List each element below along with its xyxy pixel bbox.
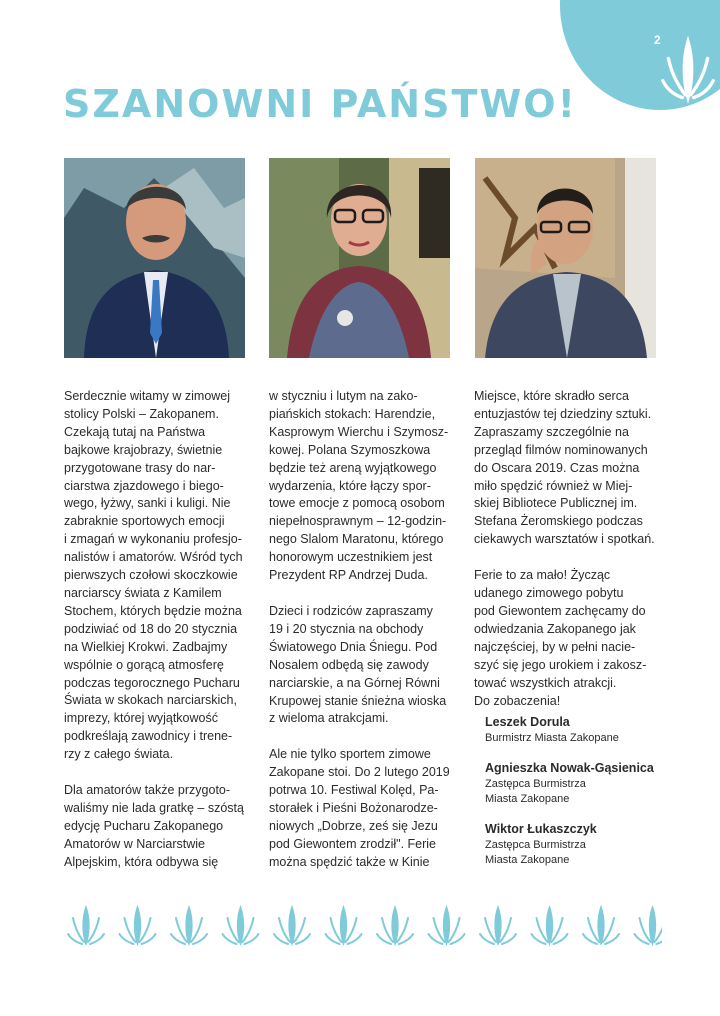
text-line: Amatorów w Narciarstwie	[64, 836, 206, 851]
text-column-2	[269, 388, 455, 890]
text-line: Do zobaczenia!	[474, 693, 561, 708]
text-line: piańskich stokach: Harendzie,	[269, 406, 436, 421]
text-line: Ferie to za mało! Życząc	[474, 568, 611, 583]
text-line: rzy z całego świata.	[64, 747, 174, 762]
flower-ornament-row	[62, 905, 662, 947]
text-line: zabraknie sportowych emocji	[64, 514, 225, 529]
signature-name: Leszek Dorula	[485, 715, 570, 729]
text-line: entuzjastów tej dziedziny sztuki.	[474, 406, 652, 421]
signature-block	[485, 760, 685, 807]
text-line: storałek i Pieśni Bożonarodze-	[269, 801, 438, 816]
text-line: Dla amatorów także przygoto-	[64, 783, 231, 798]
text-line: potrwa 10. Festiwal Kolęd, Pa-	[269, 783, 439, 798]
text-line: Czekają tutaj na Państwa	[64, 424, 206, 439]
signature-block	[485, 714, 685, 746]
text-line: Krupowej stanie śnieżna wioska	[269, 693, 447, 708]
text-line: skiej Bibliotece Publicznej im.	[474, 496, 638, 511]
text-line: niowych „Dobrze, ześ się Jezu	[269, 818, 438, 833]
text-line: pod Giewontem zachęcamy do	[474, 603, 646, 618]
text-line: pod Giewontem zrodził". Ferie	[269, 836, 437, 851]
text-line: z wieloma atrakcjami.	[269, 711, 389, 726]
text-line: Stefana Żeromskiego podczas	[474, 514, 643, 529]
text-line: przygotowane trasy do nar-	[64, 460, 216, 475]
text-line: imprezy, której wyjątkowość	[64, 711, 218, 726]
text-line: odwiedzania Zakopanego jak	[474, 621, 636, 636]
paragraph	[269, 746, 455, 871]
text-line: pierwszych czołowi skoczkowie	[64, 568, 238, 583]
paragraph	[474, 567, 660, 710]
text-line: stolicy Polski – Zakopanem.	[64, 406, 219, 421]
text-line: Nosalem odbędą się zawody	[269, 657, 429, 672]
text-line: szyć się jego urokiem i zakosz-	[474, 657, 647, 672]
text-column-3	[474, 388, 660, 728]
text-line: narciarscy świata z Kamilem	[64, 585, 222, 600]
signature-name: Agnieszka Nowak-Gąsienica	[485, 761, 654, 775]
text-line: Serdecznie witamy w zimowej	[64, 389, 231, 403]
flower-ornament-icon	[171, 908, 207, 944]
signature-name: Wiktor Łukaszczyk	[485, 822, 597, 836]
text-line: Zapraszamy szczególnie na	[474, 424, 629, 439]
text-line: ciarstwa zjazdowego i biego-	[64, 478, 224, 493]
text-line: podczas tegorocznego Pucharu	[64, 675, 240, 690]
flower-ornament-icon	[120, 908, 156, 944]
flower-ornament-icon	[274, 908, 310, 944]
flower-ornament-icon	[223, 908, 259, 944]
flower-ornament-icon	[326, 908, 362, 944]
signature-role: Miasta Zakopane	[485, 854, 570, 866]
text-line: towe emocje z pomocą osobom	[269, 496, 445, 511]
text-line: 19 i 20 stycznia na obchody	[269, 621, 424, 636]
text-line: na Wielkiej Krokwi. Zadbajmy	[64, 639, 228, 654]
flower-ornament-icon	[532, 908, 568, 944]
paragraph	[474, 388, 660, 549]
text-line: edycję Pucharu Zakopanego	[64, 818, 224, 833]
signature-role: Burmistrz Miasta Zakopane	[485, 732, 619, 744]
text-line: wego, łyżwy, sanki i kuligi. Nie	[64, 496, 231, 511]
flower-ornament-icon	[480, 908, 516, 944]
paragraph	[269, 388, 455, 585]
text-line: miło spędzić również w Miej-	[474, 478, 633, 493]
paragraph	[64, 388, 250, 764]
text-line: Miejsce, które skradło serca	[474, 389, 629, 403]
text-line: Świata w skokach narciarskich,	[64, 693, 237, 708]
text-column-1	[64, 388, 250, 890]
text-line: Ale nie tylko sportem zimowe	[269, 747, 431, 762]
text-line: można spędzić także w Kinie	[269, 854, 430, 869]
text-line: i zmagań w wykonaniu profesjo-	[64, 532, 242, 547]
text-line: Dzieci i rodziców zapraszamy	[269, 603, 433, 618]
text-line: ciekawych warsztatów i spotkań.	[474, 532, 655, 547]
wiktor-lukaszczyk-photo	[475, 158, 656, 358]
text-line: honorowym uczestnikiem jest	[269, 550, 433, 565]
signature-role: Zastępca Burmistrza	[485, 839, 586, 851]
text-line: tować wszystkich atrakcji.	[474, 675, 617, 690]
flower-ornament-icon	[68, 908, 104, 944]
leszek-dorula-photo	[64, 158, 245, 358]
text-line: nalistów i amatorów. Wśród tych	[64, 550, 243, 565]
text-line: wydarzenia, które łączy spor-	[269, 478, 431, 493]
signature-role: Miasta Zakopane	[485, 793, 570, 805]
text-line: do Oscara 2019. Czas można	[474, 460, 640, 475]
text-line: Kasprowym Wierchu i Szymosz-	[269, 424, 449, 439]
signature-role: Zastępca Burmistrza	[485, 778, 586, 790]
text-line: kowej. Polana Szymoszkowa	[269, 442, 431, 457]
flower-icon	[660, 36, 716, 106]
text-line: bajkowe krajobrazy, świetnie	[64, 442, 223, 457]
text-line: Zakopane stoi. Do 2 lutego 2019	[269, 765, 450, 780]
text-line: Prezydent RP Andrzej Duda.	[269, 568, 428, 583]
flower-ornament-icon	[429, 908, 465, 944]
flower-ornament-icon	[583, 908, 619, 944]
page-number: 2	[654, 33, 661, 47]
text-line: wspólnie o gorącą atmosferę	[64, 657, 224, 672]
signatures	[485, 714, 685, 882]
text-line: podziwiać od 18 do 20 stycznia	[64, 621, 238, 636]
text-line: Światowego Dnia Śniegu. Pod	[269, 639, 438, 654]
text-line: udanego zimowego pobytu	[474, 586, 624, 601]
text-line: nego Slalom Maratonu, którego	[269, 532, 444, 547]
text-line: podkreślają zawodnicy i trene-	[64, 729, 233, 744]
text-line: Alpejskim, która odbywa się	[64, 854, 219, 869]
signature-block	[485, 821, 685, 868]
flower-ornament-icon	[377, 908, 413, 944]
text-line: najczęściej, by w pełni nacie-	[474, 639, 636, 654]
paragraph	[64, 782, 250, 872]
page-title: SZANOWNI PAŃSTWO!	[63, 82, 577, 126]
paragraph	[269, 603, 455, 728]
text-line: Stochem, których będzie można	[64, 603, 242, 618]
text-line: będzie też areną wyjątkowego	[269, 460, 437, 475]
text-line: niepełnosprawnym – 12-godzin-	[269, 514, 447, 529]
text-line: narciarskie, a na Górnej Równi	[269, 675, 440, 690]
text-line: waliśmy nie lada gratkę – szóstą	[64, 800, 244, 815]
text-line: w styczniu i lutym na zako-	[269, 389, 418, 403]
text-line: przegląd filmów nominowanych	[474, 442, 648, 457]
agnieszka-nowak-gasienica-photo	[269, 158, 450, 358]
flower-ornament-icon	[635, 908, 663, 944]
